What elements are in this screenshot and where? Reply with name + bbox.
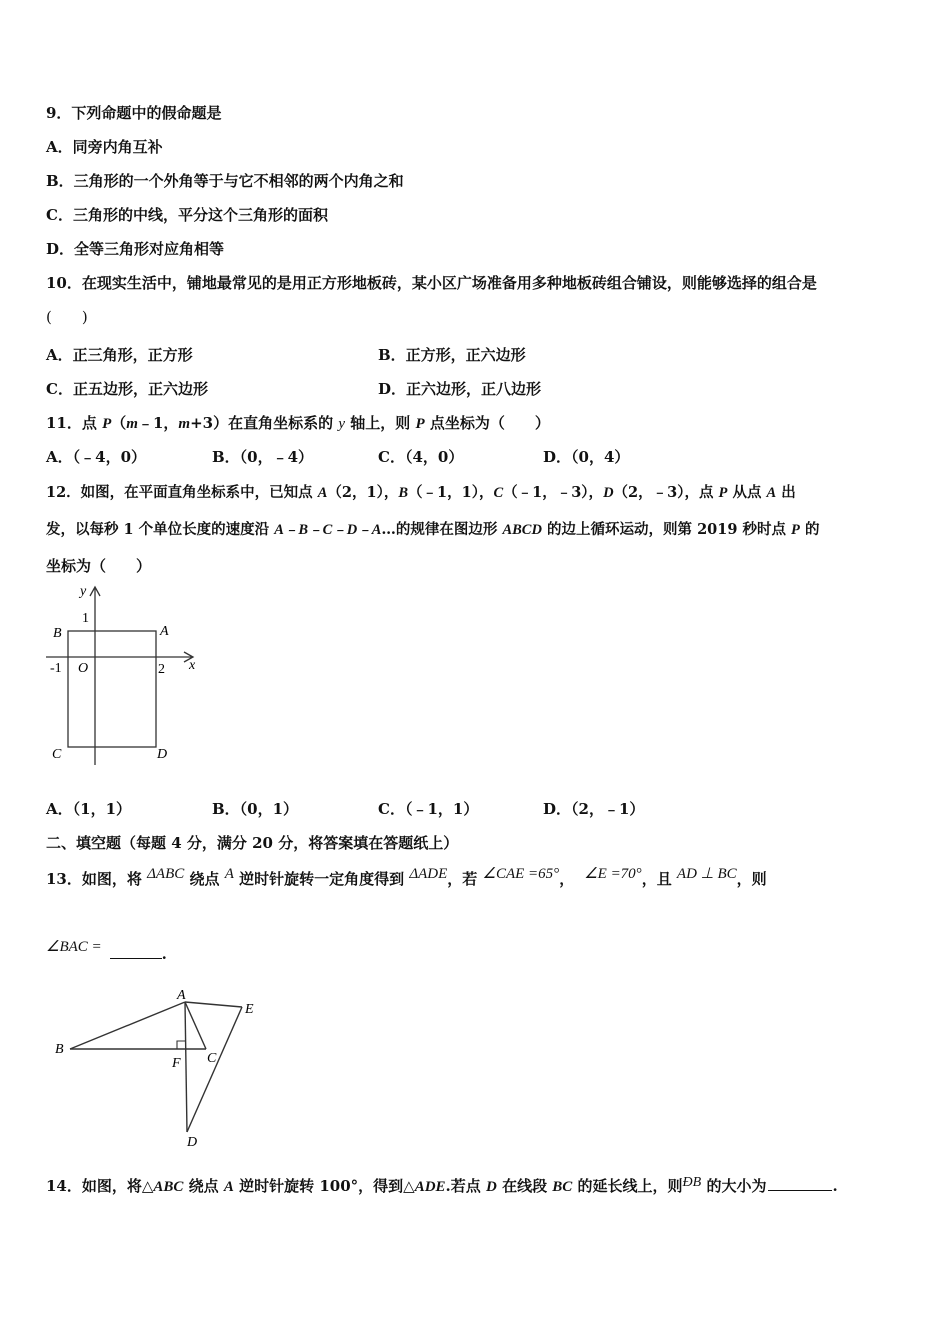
- q14-stem: 14．如图，将△ABC 绕点 A 逆时针旋转 100°，得到△ADE.若点 D 在线段 BC 的延长线上，则ÐB 的大小为 .: [46, 1175, 838, 1195]
- q9-option-c: C．三角形的中线，平分这个三角形的面积: [46, 206, 328, 224]
- q11-option-a: A．（﹣4，0）: [46, 448, 147, 466]
- q12-option-a: A．（1，1）: [46, 800, 132, 818]
- right-angle-mark: [177, 1041, 185, 1049]
- point-a-label: A: [177, 988, 186, 1003]
- q14-answer-blank[interactable]: [768, 1174, 832, 1191]
- point-c-label: C: [52, 747, 62, 762]
- q13-answer-blank[interactable]: [110, 938, 162, 959]
- point-d-label: D: [187, 1135, 198, 1150]
- point-c-label: C: [207, 1051, 217, 1066]
- q10-option-a: A．正三角形，正方形: [46, 346, 193, 364]
- point-e-label: E: [245, 1002, 254, 1017]
- q12-option-c: C．（﹣1，1）: [378, 800, 479, 818]
- q10-option-b: B．正方形，正六边形: [378, 346, 526, 364]
- point-f-label: F: [172, 1056, 181, 1071]
- x-axis-label: x: [189, 658, 196, 673]
- q9-option-b: B．三角形的一个外角等于与它不相邻的两个内角之和: [46, 172, 404, 190]
- q11-option-c: C．（4，0）: [378, 448, 464, 466]
- q12-stem-line1: 12．如图，在平面直角坐标系中，已知点 A（2，1），B（﹣1，1），C（﹣1，﹣3），D（2，﹣3），点 P 从点 A 出: [46, 484, 796, 501]
- y-axis-label: y: [80, 584, 87, 599]
- origin-label: O: [78, 661, 89, 676]
- q9-option-a: A．同旁内角互补: [46, 138, 163, 156]
- q13-triangle-figure: [46, 982, 276, 1154]
- tick-neg-one: -1: [50, 661, 62, 676]
- point-d-label: D: [157, 747, 168, 762]
- q11-option-d: D．（0，4）: [543, 448, 630, 466]
- q12-option-d: D．（2，﹣1）: [543, 800, 645, 818]
- q10-paren: ( ): [46, 308, 88, 326]
- point-a-label: A: [160, 624, 169, 639]
- q9-option-d: D．全等三角形对应角相等: [46, 240, 225, 258]
- q11-stem: 11．点 P（m﹣1，m+3）在直角坐标系的 y 轴上，则 P 点坐标为（ ）: [46, 414, 550, 432]
- point-b-label: B: [55, 1042, 64, 1057]
- point-b-label: B: [53, 626, 62, 641]
- q10-stem: 10．在现实生活中，铺地最常见的是用正方形地板砖，某小区广场准备用多种地板砖组合铺设，则能够选择的组合是: [46, 274, 817, 292]
- q12-option-b: B．（0，1）: [212, 800, 299, 818]
- rectangle-abcd: [68, 631, 156, 747]
- q12-stem-line3: 坐标为（ ）: [46, 557, 152, 575]
- q11-option-b: B．（0，﹣4）: [212, 448, 314, 466]
- q13-answer-line: ∠BAC = .: [46, 939, 167, 963]
- q12-coordinate-figure: [44, 580, 214, 770]
- tick-two: 2: [158, 662, 165, 677]
- q9-stem: 9．下列命题中的假命题是: [46, 104, 222, 122]
- q13-stem: 13．如图，将 ΔABC 绕点 A 逆时针旋转一定角度得到 ΔADE，若 ∠CAE =65°， ∠E =70°，且 AD ⊥ BC，则: [46, 866, 767, 888]
- tick-one: 1: [82, 611, 89, 626]
- q12-stem-line2: 发，以每秒 1 个单位长度的速度沿 A﹣B﹣C﹣D﹣A…的规律在图边形 ABCD 的边上循环运动，则第 2019 秒时点 P 的: [46, 521, 820, 538]
- q10-option-d: D．正六边形，正八边形: [378, 380, 542, 398]
- q10-option-c: C．正五边形，正六边形: [46, 380, 208, 398]
- section-2-heading: 二、填空题（每题 4 分，满分 20 分，将答案填在答题纸上）: [46, 834, 459, 852]
